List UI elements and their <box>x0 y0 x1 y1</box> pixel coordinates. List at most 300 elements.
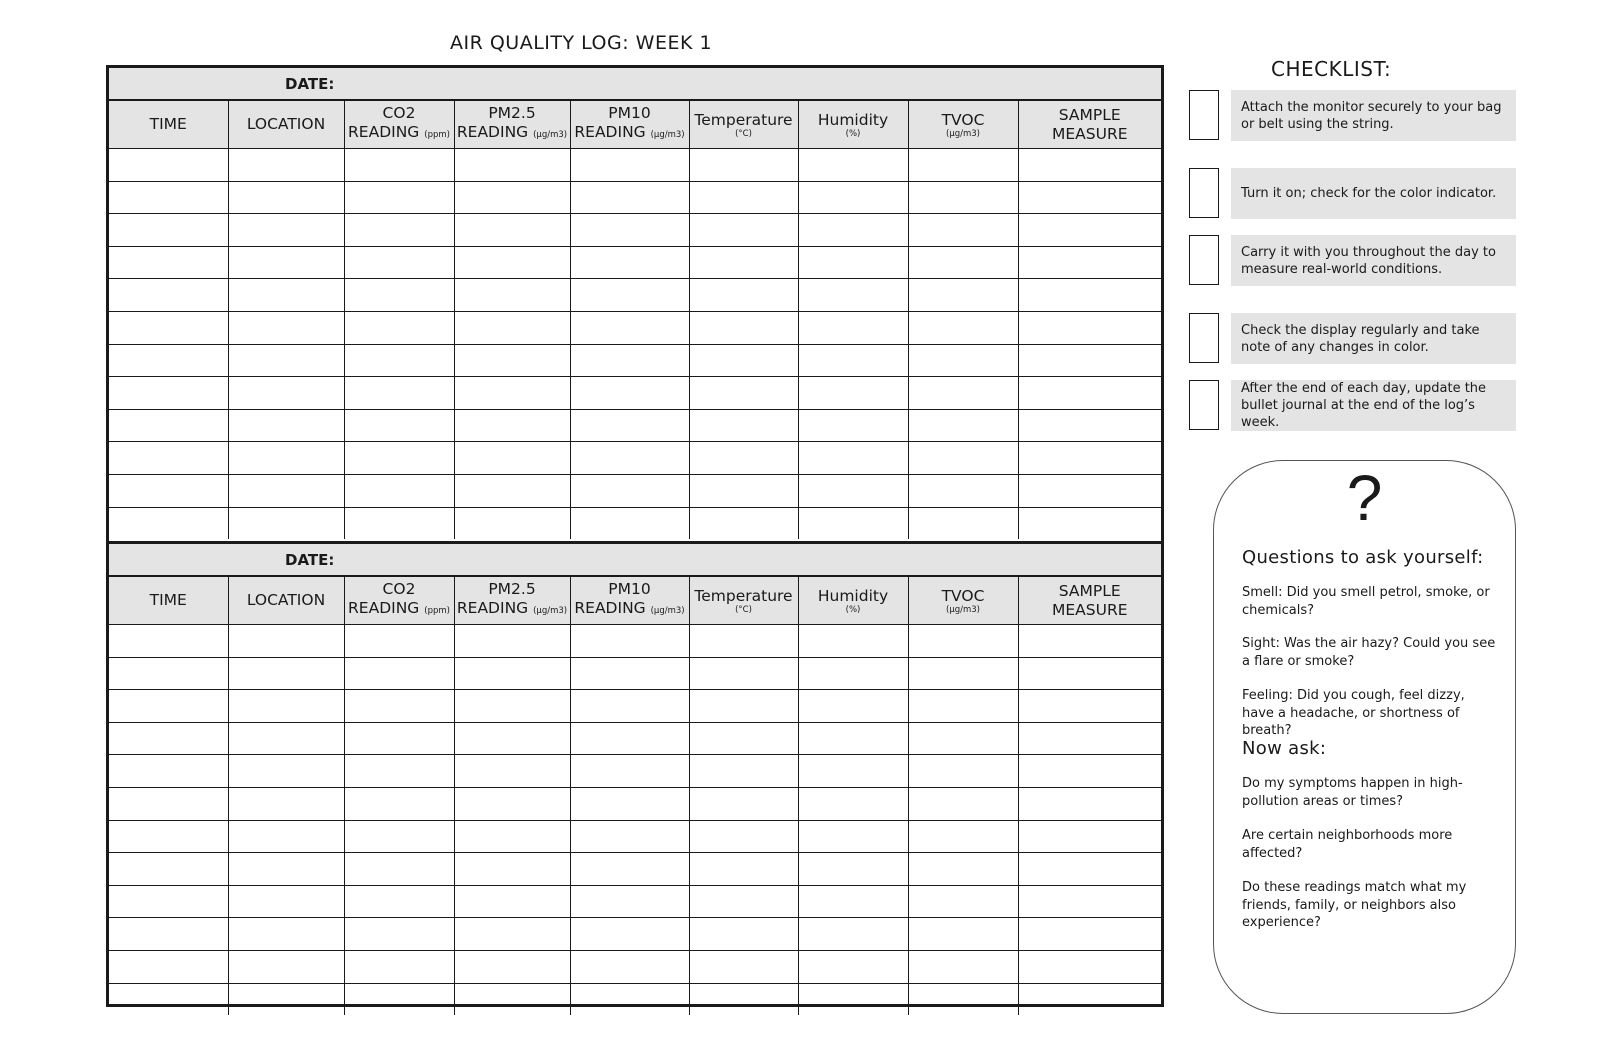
column-header-label: PM10 <box>608 580 651 598</box>
log-cell[interactable] <box>689 885 798 918</box>
log-cell[interactable] <box>570 279 689 312</box>
log-cell[interactable] <box>344 344 454 377</box>
column-header-sublabel: READING <box>574 123 646 141</box>
table-row <box>109 950 1161 983</box>
checkbox[interactable] <box>1189 90 1219 140</box>
date-label: DATE: <box>285 75 335 93</box>
log-cell[interactable] <box>454 722 570 755</box>
table-row <box>109 344 1161 377</box>
column-header-label: PM2.5 <box>488 580 536 598</box>
log-cell[interactable] <box>109 983 228 1015</box>
checklist-item <box>1189 380 1516 432</box>
log-cell[interactable] <box>908 657 1018 690</box>
log-cell[interactable] <box>908 344 1018 377</box>
log-cell[interactable] <box>1018 853 1161 886</box>
log-cell[interactable] <box>454 214 570 247</box>
column-header <box>1018 101 1161 149</box>
log-cell[interactable] <box>1018 755 1161 788</box>
table-row <box>109 755 1161 788</box>
column-header-label: PM2.5 <box>488 104 536 122</box>
log-cell[interactable] <box>228 311 344 344</box>
column-header <box>454 577 570 625</box>
log-cell[interactable] <box>109 474 228 507</box>
log-cell[interactable] <box>228 409 344 442</box>
log-cell[interactable] <box>689 787 798 820</box>
column-header-sublabel: READING <box>456 123 529 141</box>
log-cell[interactable] <box>798 820 908 853</box>
log-cell[interactable] <box>228 853 344 886</box>
log-cell[interactable] <box>109 344 228 377</box>
log-cell[interactable] <box>570 722 689 755</box>
questions-panel <box>1213 460 1516 1014</box>
log-cell[interactable] <box>228 625 344 658</box>
date-bar <box>109 68 1161 101</box>
log-cell[interactable] <box>344 983 454 1015</box>
table-row <box>109 181 1161 214</box>
column-header-sublabel: READING <box>456 599 529 617</box>
column-unit: (µg/m3) <box>946 604 980 615</box>
log-cell[interactable] <box>1018 246 1161 279</box>
log-cell[interactable] <box>454 885 570 918</box>
log-cell[interactable] <box>908 885 1018 918</box>
log-cell[interactable] <box>1018 918 1161 951</box>
log-cell[interactable] <box>228 657 344 690</box>
log-cell[interactable] <box>798 787 908 820</box>
log-cell[interactable] <box>908 625 1018 658</box>
log-cell[interactable] <box>908 149 1018 182</box>
checkbox[interactable] <box>1189 313 1219 363</box>
log-cell[interactable] <box>689 442 798 475</box>
column-header-label: TIME <box>149 115 187 133</box>
log-cell[interactable] <box>798 214 908 247</box>
log-cell[interactable] <box>109 787 228 820</box>
log-cell[interactable] <box>908 507 1018 539</box>
checklist-item-text: Carry it with you throughout the day to measure real-world conditions. <box>1231 235 1516 286</box>
log-cell[interactable] <box>908 755 1018 788</box>
log-cell[interactable] <box>1018 377 1161 410</box>
log-cell[interactable] <box>109 885 228 918</box>
log-cell[interactable] <box>1018 657 1161 690</box>
log-cell[interactable] <box>689 181 798 214</box>
checkbox[interactable] <box>1189 380 1219 430</box>
checklist-item <box>1189 168 1516 220</box>
log-cell[interactable] <box>1018 311 1161 344</box>
table-row <box>109 246 1161 279</box>
log-cell[interactable] <box>908 983 1018 1015</box>
column-header <box>228 101 344 149</box>
table-row <box>109 279 1161 312</box>
table-row <box>109 657 1161 690</box>
log-cell[interactable] <box>228 279 344 312</box>
log-cell[interactable] <box>570 214 689 247</box>
log-cell[interactable] <box>689 657 798 690</box>
log-cell[interactable] <box>1018 409 1161 442</box>
log-cell[interactable] <box>344 918 454 951</box>
log-cell[interactable] <box>344 377 454 410</box>
log-cell[interactable] <box>798 279 908 312</box>
log-cell[interactable] <box>1018 885 1161 918</box>
log-cell[interactable] <box>570 853 689 886</box>
log-cell[interactable] <box>570 657 689 690</box>
log-cell[interactable] <box>570 787 689 820</box>
table-row <box>109 149 1161 182</box>
log-cell[interactable] <box>798 377 908 410</box>
log-table <box>109 101 1161 539</box>
log-cell[interactable] <box>228 918 344 951</box>
table-row <box>109 690 1161 723</box>
log-cell[interactable] <box>798 950 908 983</box>
log-cell[interactable] <box>798 625 908 658</box>
checkbox[interactable] <box>1189 235 1219 285</box>
column-header <box>908 101 1018 149</box>
log-cell[interactable] <box>1018 507 1161 539</box>
log-cell[interactable] <box>344 755 454 788</box>
log-cell[interactable] <box>689 377 798 410</box>
column-header-label: Humidity <box>817 586 889 605</box>
log-cell[interactable] <box>228 149 344 182</box>
log-cell[interactable] <box>454 983 570 1015</box>
log-cell[interactable] <box>570 311 689 344</box>
log-cell[interactable] <box>228 246 344 279</box>
log-cell[interactable] <box>570 625 689 658</box>
log-cell[interactable] <box>109 625 228 658</box>
log-cell[interactable] <box>454 755 570 788</box>
checklist-item <box>1189 235 1516 287</box>
log-cell[interactable] <box>570 690 689 723</box>
log-cell[interactable] <box>689 625 798 658</box>
log-cell[interactable] <box>109 442 228 475</box>
log-section-1 <box>109 68 1161 539</box>
log-cell[interactable] <box>908 918 1018 951</box>
log-cell[interactable] <box>344 311 454 344</box>
log-cell[interactable] <box>344 690 454 723</box>
log-cell[interactable] <box>109 820 228 853</box>
log-cell[interactable] <box>689 507 798 539</box>
log-cell[interactable] <box>109 214 228 247</box>
log-cell[interactable] <box>689 950 798 983</box>
log-cell[interactable] <box>344 853 454 886</box>
log-cell[interactable] <box>228 820 344 853</box>
column-header <box>570 577 689 625</box>
log-cell[interactable] <box>344 885 454 918</box>
log-cell[interactable] <box>344 442 454 475</box>
column-unit: (ppm) <box>424 606 450 616</box>
log-cell[interactable] <box>109 507 228 539</box>
column-header-label: TVOC <box>941 110 985 129</box>
column-unit: (µg/m3) <box>946 128 980 139</box>
log-cell[interactable] <box>570 474 689 507</box>
log-cell[interactable] <box>798 918 908 951</box>
log-cell[interactable] <box>689 409 798 442</box>
column-header <box>689 101 798 149</box>
log-cell[interactable] <box>454 690 570 723</box>
question-item: Feeling: Did you cough, feel dizzy, have a headache, or shortness of breath? <box>1242 688 1465 738</box>
log-cell[interactable] <box>689 820 798 853</box>
log-cell[interactable] <box>1018 344 1161 377</box>
log-cell[interactable] <box>109 377 228 410</box>
log-cell[interactable] <box>570 344 689 377</box>
log-cell[interactable] <box>109 279 228 312</box>
log-cell[interactable] <box>109 950 228 983</box>
column-header-label: TIME <box>149 591 187 609</box>
log-cell[interactable] <box>1018 722 1161 755</box>
log-cell[interactable] <box>344 507 454 539</box>
column-header-sublabel: MEASURE <box>1051 600 1128 619</box>
log-cell[interactable] <box>228 950 344 983</box>
date-label: DATE: <box>285 551 335 569</box>
log-cell[interactable] <box>689 149 798 182</box>
column-header <box>908 577 1018 625</box>
log-cell[interactable] <box>454 657 570 690</box>
log-cell[interactable] <box>908 950 1018 983</box>
table-row <box>109 377 1161 410</box>
log-cell[interactable] <box>689 690 798 723</box>
log-cell[interactable] <box>1018 787 1161 820</box>
log-cell[interactable] <box>798 344 908 377</box>
log-cell[interactable] <box>109 311 228 344</box>
log-cell[interactable] <box>228 755 344 788</box>
log-cell[interactable] <box>344 409 454 442</box>
log-cell[interactable] <box>908 820 1018 853</box>
log-cell[interactable] <box>908 279 1018 312</box>
log-cell[interactable] <box>109 409 228 442</box>
log-cell[interactable] <box>228 885 344 918</box>
log-cell[interactable] <box>344 149 454 182</box>
log-cell[interactable] <box>798 474 908 507</box>
log-cell[interactable] <box>798 755 908 788</box>
log-cell[interactable] <box>344 820 454 853</box>
log-cell[interactable] <box>689 344 798 377</box>
log-cell[interactable] <box>798 442 908 475</box>
log-cell[interactable] <box>570 246 689 279</box>
log-cell[interactable] <box>344 474 454 507</box>
log-cell[interactable] <box>454 853 570 886</box>
log-cell[interactable] <box>454 507 570 539</box>
log-cell[interactable] <box>109 755 228 788</box>
log-cell[interactable] <box>1018 214 1161 247</box>
log-cell[interactable] <box>689 983 798 1015</box>
column-header <box>109 577 228 625</box>
log-cell[interactable] <box>908 442 1018 475</box>
log-cell[interactable] <box>570 377 689 410</box>
log-cell[interactable] <box>228 181 344 214</box>
question-item: Do my symptoms happen in high-pollution areas or times? <box>1242 776 1463 809</box>
column-header-label: PM10 <box>608 104 651 122</box>
log-cell[interactable] <box>689 722 798 755</box>
column-header <box>689 577 798 625</box>
log-cell[interactable] <box>908 246 1018 279</box>
checklist-item-text: After the end of each day, update the bullet journal at the end of the log’s week. <box>1231 380 1516 431</box>
log-cell[interactable] <box>908 311 1018 344</box>
column-unit: (°C) <box>735 604 752 615</box>
table-row <box>109 442 1161 475</box>
log-cell[interactable] <box>454 787 570 820</box>
log-cell[interactable] <box>798 311 908 344</box>
log-cell[interactable] <box>570 983 689 1015</box>
log-cell[interactable] <box>228 722 344 755</box>
log-cell[interactable] <box>570 918 689 951</box>
column-header-label: LOCATION <box>246 115 326 133</box>
log-cell[interactable] <box>908 787 1018 820</box>
log-cell[interactable] <box>344 625 454 658</box>
log-cell[interactable] <box>1018 983 1161 1015</box>
log-cell[interactable] <box>798 181 908 214</box>
table-row <box>109 474 1161 507</box>
log-cell[interactable] <box>570 442 689 475</box>
log-cell[interactable] <box>228 377 344 410</box>
column-header <box>344 101 454 149</box>
log-cell[interactable] <box>1018 820 1161 853</box>
question-item: Do these readings match what my friends, family, or neighbors also experience? <box>1242 880 1467 930</box>
column-header <box>344 577 454 625</box>
log-cell[interactable] <box>228 983 344 1015</box>
log-cell[interactable] <box>689 279 798 312</box>
log-cell[interactable] <box>1018 149 1161 182</box>
log-cell[interactable] <box>908 690 1018 723</box>
log-cell[interactable] <box>908 722 1018 755</box>
log-cell[interactable] <box>1018 474 1161 507</box>
log-cell[interactable] <box>454 474 570 507</box>
log-cell[interactable] <box>454 246 570 279</box>
table-row <box>109 787 1161 820</box>
table-row <box>109 820 1161 853</box>
column-header <box>454 101 570 149</box>
column-header <box>798 577 908 625</box>
now-ask-heading: Now ask: <box>1242 738 1327 759</box>
log-cell[interactable] <box>344 787 454 820</box>
log-cell[interactable] <box>1018 950 1161 983</box>
question-item: Are certain neighborhoods more affected? <box>1242 828 1453 861</box>
log-cell[interactable] <box>908 474 1018 507</box>
column-header <box>570 101 689 149</box>
log-cell[interactable] <box>109 657 228 690</box>
log-cell[interactable] <box>798 983 908 1015</box>
log-cell[interactable] <box>798 690 908 723</box>
log-cell[interactable] <box>454 409 570 442</box>
question-item: Smell: Did you smell petrol, smoke, or chemicals? <box>1242 585 1490 618</box>
log-cell[interactable] <box>798 246 908 279</box>
log-cell[interactable] <box>344 722 454 755</box>
log-cell[interactable] <box>454 625 570 658</box>
column-header <box>1018 577 1161 625</box>
column-unit: (%) <box>845 128 861 139</box>
log-cell[interactable] <box>344 279 454 312</box>
checkbox[interactable] <box>1189 168 1219 218</box>
log-cell[interactable] <box>1018 625 1161 658</box>
log-cell[interactable] <box>228 787 344 820</box>
log-cell[interactable] <box>109 853 228 886</box>
log-cell[interactable] <box>908 377 1018 410</box>
log-cell[interactable] <box>798 149 908 182</box>
log-cell[interactable] <box>798 507 908 539</box>
log-cell[interactable] <box>1018 690 1161 723</box>
log-cell[interactable] <box>570 181 689 214</box>
log-cell[interactable] <box>109 722 228 755</box>
log-cell[interactable] <box>228 474 344 507</box>
log-cell[interactable] <box>689 474 798 507</box>
log-cell[interactable] <box>454 820 570 853</box>
log-cell[interactable] <box>798 853 908 886</box>
table-row <box>109 409 1161 442</box>
column-header-label: Temperature <box>694 586 793 605</box>
log-cell[interactable] <box>454 918 570 951</box>
log-cell[interactable] <box>228 214 344 247</box>
column-header-label: TVOC <box>941 586 985 605</box>
column-header-label: SAMPLE <box>1058 581 1121 600</box>
log-cell[interactable] <box>109 149 228 182</box>
log-cell[interactable] <box>689 311 798 344</box>
log-cell[interactable] <box>228 344 344 377</box>
log-cell[interactable] <box>570 507 689 539</box>
table-row <box>109 885 1161 918</box>
log-cell[interactable] <box>689 755 798 788</box>
log-cell[interactable] <box>228 690 344 723</box>
log-header-row <box>109 577 1161 625</box>
log-cell[interactable] <box>1018 279 1161 312</box>
column-header-sublabel: READING <box>348 123 420 141</box>
column-header <box>109 101 228 149</box>
log-cell[interactable] <box>109 246 228 279</box>
log-cell[interactable] <box>344 214 454 247</box>
log-cell[interactable] <box>109 918 228 951</box>
log-cell[interactable] <box>454 181 570 214</box>
log-cell[interactable] <box>228 507 344 539</box>
log-cell[interactable] <box>689 214 798 247</box>
log-cell[interactable] <box>908 214 1018 247</box>
log-cell[interactable] <box>570 820 689 853</box>
log-cell[interactable] <box>798 885 908 918</box>
log-cell[interactable] <box>454 311 570 344</box>
log-cell[interactable] <box>689 246 798 279</box>
log-cell[interactable] <box>454 149 570 182</box>
log-cell[interactable] <box>570 950 689 983</box>
log-cell[interactable] <box>570 149 689 182</box>
column-header-sublabel: MEASURE <box>1051 124 1128 143</box>
log-cell[interactable] <box>689 853 798 886</box>
checklist-item-text: Attach the monitor securely to your bag or belt using the string. <box>1231 90 1516 141</box>
air-quality-log <box>106 65 1164 1007</box>
log-cell[interactable] <box>689 918 798 951</box>
log-cell[interactable] <box>344 657 454 690</box>
log-cell[interactable] <box>454 377 570 410</box>
checklist-item-text: Check the display regularly and take note of any changes in color. <box>1231 313 1516 364</box>
log-cell[interactable] <box>228 442 344 475</box>
log-cell[interactable] <box>344 246 454 279</box>
log-cell[interactable] <box>798 409 908 442</box>
log-cell[interactable] <box>109 181 228 214</box>
log-cell[interactable] <box>1018 181 1161 214</box>
log-cell[interactable] <box>109 690 228 723</box>
log-cell[interactable] <box>798 657 908 690</box>
log-cell[interactable] <box>454 442 570 475</box>
log-cell[interactable] <box>1018 442 1161 475</box>
column-unit: (ppm) <box>424 130 450 140</box>
log-cell[interactable] <box>570 755 689 788</box>
log-cell[interactable] <box>344 181 454 214</box>
log-cell[interactable] <box>908 409 1018 442</box>
log-cell[interactable] <box>908 181 1018 214</box>
log-cell[interactable] <box>570 885 689 918</box>
log-cell[interactable] <box>798 722 908 755</box>
log-cell[interactable] <box>454 279 570 312</box>
log-cell[interactable] <box>454 344 570 377</box>
log-cell[interactable] <box>344 950 454 983</box>
log-cell[interactable] <box>454 950 570 983</box>
log-cell[interactable] <box>570 409 689 442</box>
column-header <box>228 577 344 625</box>
column-unit: (µg/m3) <box>650 606 685 616</box>
log-cell[interactable] <box>908 853 1018 886</box>
